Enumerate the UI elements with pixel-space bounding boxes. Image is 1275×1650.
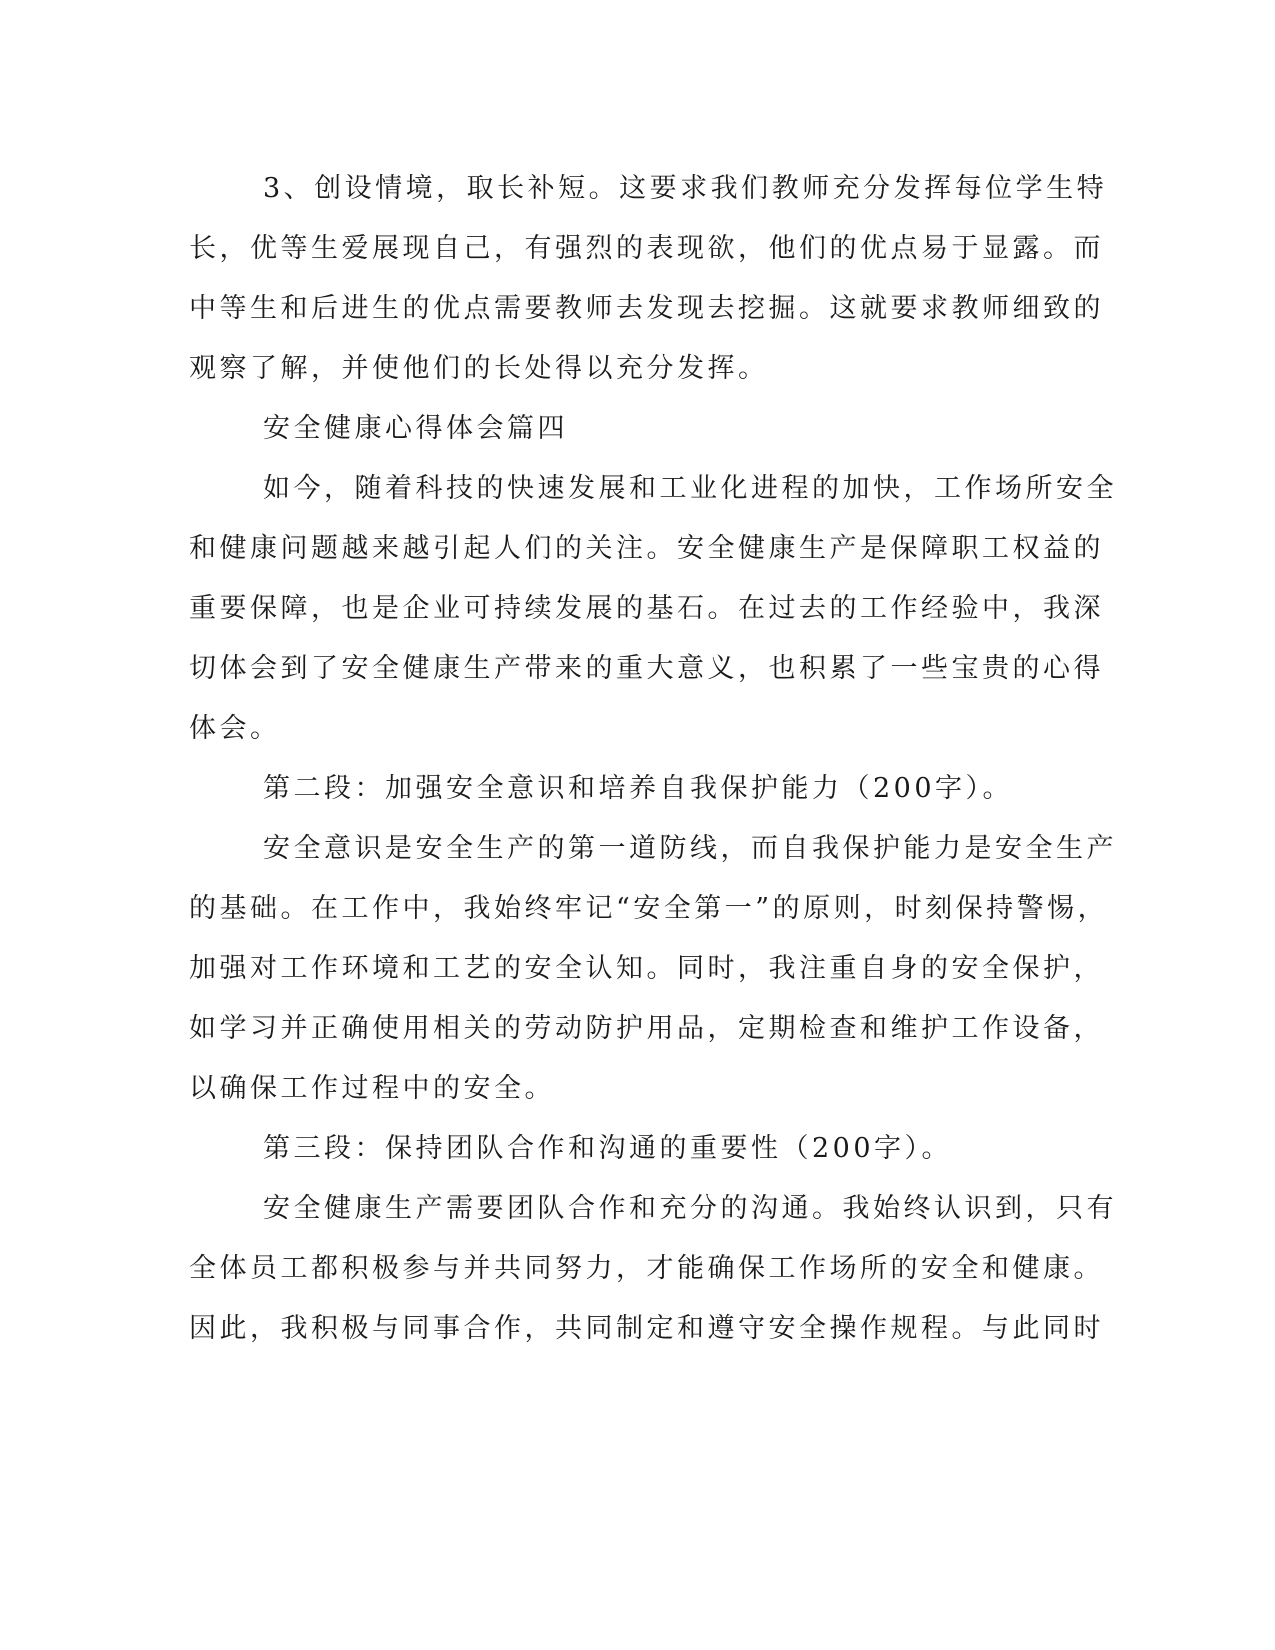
part-two-paragraph-line-1: 安全意识是安全生产的第一道防线，而自我保护能力是安全生产 bbox=[263, 833, 1117, 864]
paragraph-3-line-4: 观察了解，并使他们的长处得以充分发挥。 bbox=[189, 353, 769, 384]
paragraph-3-line-2: 长，优等生爱展现自己，有强烈的表现欲，他们的优点易于显露。而 bbox=[189, 233, 1104, 264]
intro-paragraph-line-2: 和健康问题越来越引起人们的关注。安全健康生产是保障职工权益的 bbox=[189, 533, 1104, 564]
part-two-paragraph-line-3: 加强对工作环境和工艺的安全认知。同时，我注重自身的安全保护， bbox=[189, 953, 1104, 984]
section-heading: 安全健康心得体会篇四 bbox=[263, 413, 568, 444]
part-two-paragraph-line-4: 如学习并正确使用相关的劳动防护用品，定期检查和维护工作设备， bbox=[189, 1013, 1104, 1044]
paragraph-3-line-1: 3、创设情境，取长补短。这要求我们教师充分发挥每位学生特 bbox=[263, 173, 1108, 204]
intro-paragraph-line-1: 如今，随着科技的快速发展和工业化进程的加快，工作场所安全 bbox=[263, 473, 1117, 504]
subheading-part-three: 第三段：保持团队合作和沟通的重要性（200字）。 bbox=[263, 1133, 953, 1164]
intro-paragraph-line-4: 切体会到了安全健康生产带来的重大意义，也积累了一些宝贵的心得 bbox=[189, 653, 1104, 684]
part-two-paragraph-line-5: 以确保工作过程中的安全。 bbox=[189, 1073, 555, 1104]
part-three-paragraph-line-1: 安全健康生产需要团队合作和充分的沟通。我始终认识到，只有 bbox=[263, 1193, 1117, 1224]
paragraph-3-line-3: 中等生和后进生的优点需要教师去发现去挖掘。这就要求教师细致的 bbox=[189, 293, 1104, 324]
subheading-part-two: 第二段：加强安全意识和培养自我保护能力（200字）。 bbox=[263, 773, 1014, 804]
part-two-paragraph-line-2: 的基础。在工作中，我始终牢记“安全第一”的原则，时刻保持警惕， bbox=[189, 893, 1109, 924]
part-three-paragraph-line-2: 全体员工都积极参与并共同努力，才能确保工作场所的安全和健康。 bbox=[189, 1253, 1104, 1284]
intro-paragraph-line-5: 体会。 bbox=[189, 713, 281, 744]
part-three-paragraph-line-3: 因此，我积极与同事合作，共同制定和遵守安全操作规程。与此同时 bbox=[189, 1313, 1104, 1344]
intro-paragraph-line-3: 重要保障，也是企业可持续发展的基石。在过去的工作经验中，我深 bbox=[189, 593, 1104, 624]
